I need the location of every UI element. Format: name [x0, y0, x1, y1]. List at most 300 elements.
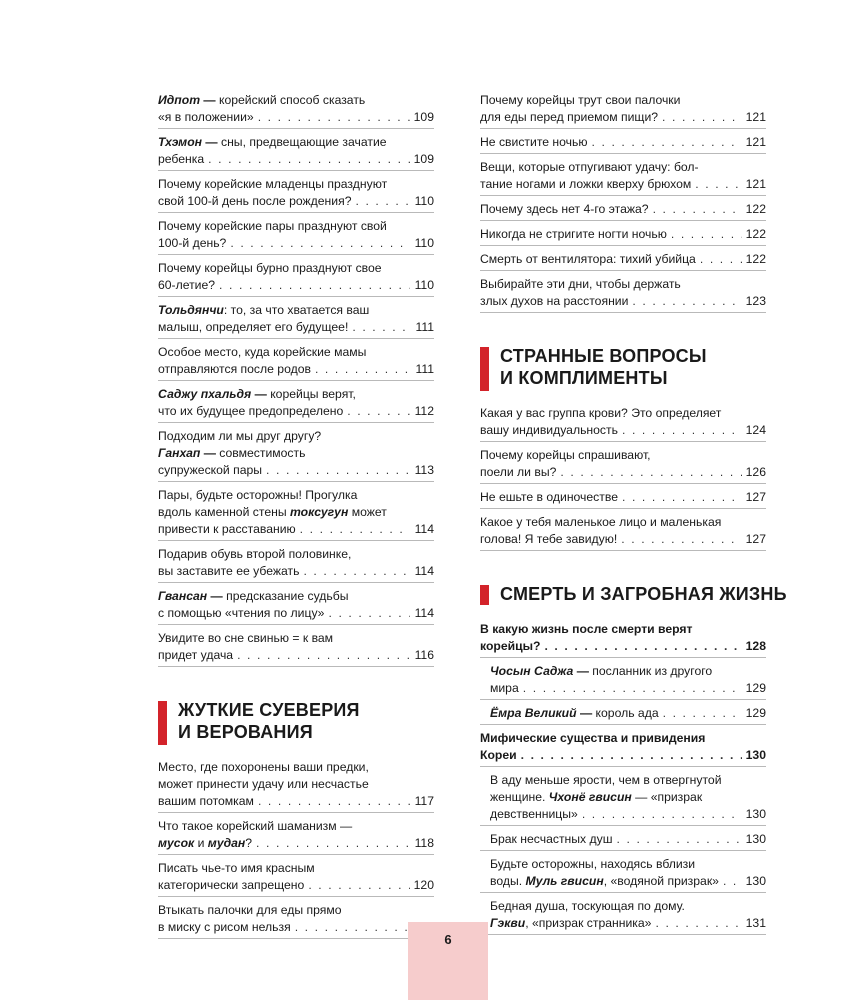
toc-entry-line	[158, 445, 434, 462]
toc-entry-line	[490, 873, 766, 890]
dot-leader	[632, 293, 741, 310]
toc-entry-text	[158, 135, 387, 149]
toc-entry-line	[490, 663, 766, 680]
toc-entry-text	[480, 201, 649, 218]
toc-entry-line	[490, 772, 766, 789]
page-ref: 113	[414, 463, 434, 477]
text-segment: Увидите во сне свинью = к вам	[158, 631, 334, 645]
page-ref: 123	[745, 294, 766, 308]
toc-entry-text	[158, 605, 324, 622]
toc-entry-text	[158, 177, 387, 191]
toc-entry[interactable]	[480, 621, 766, 658]
toc-entry-line	[158, 344, 434, 361]
toc-entry-line	[158, 487, 434, 504]
dot-leader	[523, 680, 742, 697]
toc-entry[interactable]	[158, 428, 434, 482]
toc-entry[interactable]	[158, 630, 434, 667]
toc-entry[interactable]	[480, 772, 766, 826]
toc-entry-text	[158, 345, 366, 359]
page-ref: 122	[745, 202, 766, 216]
toc-entry-text	[480, 93, 680, 107]
dot-leader	[671, 226, 742, 243]
toc-entry-line	[490, 789, 766, 806]
toc-entry[interactable]	[158, 134, 434, 171]
toc-entry-text	[158, 319, 348, 336]
page-ref: 129	[745, 681, 766, 695]
page-ref: 114	[414, 606, 434, 620]
toc-entry-line	[480, 159, 766, 176]
term: Муль гвисин	[525, 874, 604, 888]
page-ref: 130	[745, 874, 766, 888]
dot-leader	[328, 605, 410, 622]
toc-entry-text	[490, 873, 719, 890]
toc-entry-line	[480, 276, 766, 293]
text-segment: Подходим ли мы друг другу?	[158, 429, 322, 443]
section-marker	[480, 585, 489, 605]
toc-entry-line	[158, 521, 434, 538]
toc-entry[interactable]	[158, 176, 434, 213]
toc-entry-text	[158, 521, 296, 538]
section-title-line: И КОМПЛИМЕНТЫ	[500, 368, 668, 388]
toc-entry[interactable]	[480, 831, 766, 851]
toc-entry-text	[158, 835, 252, 852]
dot-leader	[622, 422, 742, 439]
text-segment: Место, где похоронены ваши предки,	[158, 760, 369, 774]
toc-entry-line	[480, 293, 766, 310]
toc-entry-text	[480, 277, 681, 291]
text-segment: ребенка	[158, 152, 205, 166]
toc-entry[interactable]	[158, 759, 434, 813]
dot-leader	[621, 531, 741, 548]
section-title	[500, 583, 787, 605]
toc-entry[interactable]	[158, 487, 434, 541]
toc-entry-line	[158, 605, 434, 622]
toc-entry-line	[158, 647, 434, 664]
toc-entry-line	[480, 92, 766, 109]
dot-leader	[560, 464, 741, 481]
toc-entry-text	[490, 806, 578, 823]
toc-entry-text	[480, 251, 696, 268]
toc-entry-line	[490, 680, 766, 697]
toc-entry-line	[490, 806, 766, 823]
section-marker	[480, 347, 489, 391]
dot-leader	[295, 919, 410, 936]
toc-entry-text	[480, 226, 667, 243]
term: Гэкви	[490, 916, 526, 930]
toc-entry[interactable]	[480, 447, 766, 484]
dot-leader	[352, 319, 410, 336]
toc-entry-line	[158, 835, 434, 852]
text-segment: Не свистите ночью	[480, 135, 588, 149]
toc-entry-text	[158, 631, 333, 645]
toc-entry[interactable]	[158, 588, 434, 625]
toc-entry-text	[158, 647, 233, 664]
toc-entry-text	[158, 361, 311, 378]
toc-entry-text	[490, 664, 712, 678]
page-ref: 129	[745, 706, 766, 720]
page-ref: 114	[414, 522, 434, 536]
page-ref: 110	[414, 278, 434, 292]
page-ref: 109	[413, 152, 434, 166]
toc-entry-line	[158, 877, 434, 894]
text-segment: вашу индивидуальность	[480, 423, 618, 437]
toc-column-left	[158, 92, 434, 939]
page-ref: 110	[414, 236, 434, 250]
toc-entry-text	[480, 515, 721, 529]
page-ref: 121	[745, 110, 766, 124]
text-segment: Почему корейцы трут свои палочки	[480, 93, 681, 107]
term: Идпот	[158, 93, 201, 107]
term: мудан	[207, 836, 246, 850]
text-segment: Втыкать палочки для еды прямо	[158, 903, 342, 917]
toc-entry-line	[158, 319, 434, 336]
toc-entry-text	[158, 429, 321, 443]
text-segment: Что такое корейский шаманизм —	[158, 819, 353, 833]
toc-entry-line	[158, 428, 434, 445]
toc-entry-text	[158, 877, 304, 894]
toc-entry-text	[490, 705, 659, 722]
text-segment: Какая у вас группа крови? Это определяет	[480, 406, 722, 420]
toc-entry-line	[480, 251, 766, 268]
toc-entry-text	[158, 151, 204, 168]
dot-leader	[303, 563, 410, 580]
toc-entry-line	[158, 902, 434, 919]
toc-entry-text	[158, 547, 351, 561]
page-ref: 131	[745, 916, 766, 930]
toc-entry-text	[480, 531, 617, 548]
toc-entry-line	[490, 856, 766, 873]
toc-entry[interactable]	[158, 302, 434, 339]
text-segment: малыш, определяет его будущее!	[158, 320, 349, 334]
text-segment: 60-летие?	[158, 278, 216, 292]
page-ref: 130	[745, 832, 766, 846]
dot-leader	[617, 831, 742, 848]
text-segment: женщине.	[490, 790, 549, 804]
dot-leader	[521, 747, 742, 764]
dot-leader	[662, 109, 742, 126]
text-segment: —	[576, 706, 596, 720]
text-segment: может	[348, 505, 387, 519]
text-segment: король ада	[595, 706, 659, 720]
toc-entry-text	[158, 505, 387, 519]
toc-entry-text	[158, 819, 352, 833]
text-segment: Вещи, которые отпугивают удачу: бол-	[480, 160, 699, 174]
toc-entry-line	[158, 588, 434, 605]
text-segment: Бедная душа, тоскующая по дому.	[490, 899, 685, 913]
toc-entry[interactable]	[158, 344, 434, 381]
toc-entry-line	[480, 422, 766, 439]
toc-entry-line	[480, 730, 766, 747]
text-segment: —	[200, 446, 220, 460]
text-segment: мира	[490, 681, 519, 695]
page-ref: 111	[415, 362, 434, 376]
text-segment: категорически запрещено	[158, 878, 305, 892]
toc-entry-text	[480, 109, 658, 126]
dot-leader	[300, 521, 410, 538]
toc-entry[interactable]	[480, 514, 766, 551]
text-segment: —	[573, 664, 593, 678]
toc-entry-text	[490, 680, 519, 697]
dot-leader	[208, 151, 410, 168]
text-segment: В аду меньше ярости, чем в отвергнутой	[490, 773, 722, 787]
toc-entry-line	[158, 919, 434, 936]
toc-entry-line	[490, 705, 766, 722]
toc-entry-text	[158, 387, 356, 401]
dot-leader	[237, 647, 410, 664]
toc-entry[interactable]	[480, 226, 766, 246]
toc-entry-text	[490, 790, 702, 804]
dot-leader	[723, 873, 742, 890]
toc-entry-line	[480, 109, 766, 126]
page-number: 6	[444, 932, 452, 947]
page-ref: 127	[745, 490, 766, 504]
text-segment: Мифические существа и привидения	[480, 731, 706, 745]
page-ref: 121	[745, 177, 766, 191]
text-segment: может принести удачу или несчастье	[158, 777, 369, 791]
toc-entry-text	[480, 464, 556, 481]
toc-entry-line	[480, 514, 766, 531]
toc-entry[interactable]	[158, 386, 434, 423]
toc-entry-text	[158, 919, 291, 936]
toc-entry-line	[158, 193, 434, 210]
dot-leader	[266, 462, 410, 479]
text-segment: с помощью «чтения по лицу»	[158, 606, 325, 620]
toc-entry[interactable]	[480, 730, 766, 767]
text-segment: —	[207, 589, 227, 603]
toc-entry[interactable]	[480, 134, 766, 154]
term: токсугун	[289, 505, 349, 519]
toc-entry-line	[158, 462, 434, 479]
section-title	[500, 345, 766, 389]
dot-leader	[315, 361, 410, 378]
dot-leader	[663, 705, 742, 722]
toc-entry[interactable]	[480, 92, 766, 129]
toc-entry[interactable]	[480, 251, 766, 271]
toc-entry[interactable]	[480, 663, 766, 700]
toc-entry-line	[480, 176, 766, 193]
section-title-line: ЖУТКИЕ СУЕВЕРИЯ	[178, 700, 360, 720]
toc-entry-line	[490, 915, 766, 932]
text-segment: Выбирайте эти дни, чтобы держать	[480, 277, 681, 291]
toc-entry-line	[480, 747, 766, 764]
toc-entry-text	[480, 134, 588, 151]
section-title-line: СМЕРТЬ И ЗАГРОБНАЯ ЖИЗНЬ	[500, 584, 787, 604]
toc-entry-line	[158, 759, 434, 776]
text-segment: Почему корейские пары празднуют свой	[158, 219, 387, 233]
toc-entry-line	[480, 134, 766, 151]
toc-entry-line	[158, 546, 434, 563]
toc-entry-line	[158, 793, 434, 810]
term: Чхонё гвисин	[548, 790, 632, 804]
toc-entry[interactable]	[158, 546, 434, 583]
text-segment: Почему корейские младенцы празднуют	[158, 177, 388, 191]
toc-entry[interactable]	[480, 201, 766, 221]
toc-entry[interactable]	[480, 705, 766, 725]
page-ref: 114	[414, 564, 434, 578]
dot-leader	[653, 201, 742, 218]
term: Тхэмон	[158, 135, 203, 149]
toc-entry-text	[490, 899, 685, 913]
text-segment: Писать чье-то имя красным	[158, 861, 315, 875]
toc-entry[interactable]	[158, 92, 434, 129]
text-segment: Не ешьте в одиночестве	[480, 490, 618, 504]
toc-entry[interactable]	[480, 489, 766, 509]
text-segment: девственницы»	[490, 807, 578, 821]
text-segment: ?	[245, 836, 253, 850]
toc-entry[interactable]	[480, 856, 766, 893]
page-ref: 130	[745, 748, 766, 762]
text-segment: Какое у тебя маленькое лицо и маленькая	[480, 515, 722, 529]
toc-entry-line	[480, 226, 766, 243]
term: Ёмра Великий	[490, 706, 577, 720]
toc-entry[interactable]	[480, 898, 766, 935]
text-segment: : то, за что хватается ваш	[223, 303, 370, 317]
text-segment: совместимость	[219, 446, 306, 460]
toc-entry-text	[158, 793, 254, 810]
toc-entry-line	[158, 218, 434, 235]
page-ref: 117	[414, 794, 434, 808]
toc-entry-line	[480, 405, 766, 422]
term: Ганхап	[158, 446, 201, 460]
section-heading	[158, 699, 434, 743]
dot-leader	[230, 235, 410, 252]
text-segment: Особое место, куда корейские мамы	[158, 345, 367, 359]
toc-entry-line	[158, 277, 434, 294]
text-segment: 100-й день?	[158, 236, 227, 250]
toc-entry-line	[158, 176, 434, 193]
toc-entry-text	[158, 261, 382, 275]
toc-entry-line	[158, 151, 434, 168]
toc-entry[interactable]	[480, 405, 766, 442]
text-segment: голова! Я тебе завидую!	[480, 532, 618, 546]
toc-entry-line	[490, 898, 766, 915]
toc-entry-text	[158, 903, 341, 917]
text-segment: супружеской пары	[158, 463, 263, 477]
section-heading	[480, 345, 766, 389]
toc-entry-text	[480, 293, 628, 310]
page-ref: 127	[745, 532, 766, 546]
toc-entry-line	[490, 831, 766, 848]
term: Тольдянчи	[158, 303, 224, 317]
toc-entry[interactable]	[158, 860, 434, 897]
toc-entry-text	[480, 160, 699, 174]
toc-entry-line	[480, 201, 766, 218]
text-segment: Пары, будьте осторожны! Прогулка	[158, 488, 358, 502]
toc-entry-line	[158, 818, 434, 835]
toc-entry-text	[480, 622, 693, 636]
page-ref: 112	[414, 404, 434, 418]
text-segment: Почему здесь нет 4-го этажа?	[480, 202, 649, 216]
text-segment: тание ногами и ложки кверху брюхом	[480, 177, 692, 191]
toc-entry-text	[490, 773, 722, 787]
toc-entry-line	[480, 531, 766, 548]
toc-entry-line	[480, 621, 766, 638]
section-heading	[480, 583, 787, 605]
toc-entry-text	[158, 777, 369, 791]
toc-entry-text	[158, 589, 348, 603]
toc-entry-text	[158, 235, 226, 252]
page-ref: 130	[745, 807, 766, 821]
text-segment: Подарив обувь второй половинке,	[158, 547, 352, 561]
toc-entry-line	[480, 489, 766, 506]
text-segment: —	[202, 135, 221, 149]
dot-leader	[258, 109, 410, 126]
page-ref: 122	[745, 252, 766, 266]
toc-entry[interactable]	[158, 902, 434, 939]
toc-entry-text	[490, 831, 613, 848]
page-ref: 124	[745, 423, 766, 437]
term: Гвансан	[158, 589, 208, 603]
text-segment: в миску с рисом нельзя	[158, 920, 291, 934]
text-segment: —	[251, 387, 271, 401]
toc-entry-text	[158, 563, 299, 580]
text-segment: корейцы верят,	[270, 387, 356, 401]
text-segment: — «призрак	[631, 790, 703, 804]
text-segment: что их будущее предопределено	[158, 404, 344, 418]
toc-entry[interactable]	[480, 276, 766, 313]
toc-entry[interactable]	[158, 260, 434, 297]
text-segment: посланник из другого	[592, 664, 713, 678]
section-title	[178, 699, 434, 743]
toc-entry-text	[158, 488, 357, 502]
toc-entry-text	[158, 109, 254, 126]
toc-entry-text	[158, 462, 262, 479]
toc-entry-text	[158, 446, 305, 460]
toc-entry-text	[158, 303, 369, 317]
toc-entry[interactable]	[480, 159, 766, 196]
text-segment: вы заставите ее убежать	[158, 564, 300, 578]
toc-entry-line	[158, 109, 434, 126]
text-segment: корейский способ сказать	[219, 93, 366, 107]
dot-leader	[700, 251, 742, 268]
toc-entry-line	[158, 630, 434, 647]
text-segment: В какую жизнь после смерти верят	[480, 622, 693, 636]
dot-leader	[219, 277, 410, 294]
toc-entry-text	[480, 638, 540, 655]
dot-leader	[695, 176, 741, 193]
toc-entry-line	[158, 134, 434, 151]
text-segment: злых духов на расстоянии	[480, 294, 629, 308]
toc-column-right	[480, 92, 787, 935]
dot-leader	[355, 193, 410, 210]
section-title-line: И ВЕРОВАНИЯ	[178, 722, 313, 742]
text-segment: корейцы?	[480, 639, 541, 653]
toc-entry-text	[158, 277, 215, 294]
toc-entry[interactable]	[158, 218, 434, 255]
text-segment: придет удача	[158, 648, 234, 662]
text-segment: сны, предвещающие зачатие	[220, 135, 387, 149]
toc-entry-text	[158, 219, 387, 233]
text-segment: Брак несчастных душ	[490, 832, 613, 846]
page-ref: 120	[413, 878, 434, 892]
toc-entry-line	[158, 92, 434, 109]
toc-entry-text	[158, 193, 351, 210]
dot-leader	[544, 638, 741, 655]
toc-entry[interactable]	[158, 818, 434, 855]
toc-entry-text	[490, 915, 651, 932]
text-segment: поели ли вы?	[480, 465, 557, 479]
toc-entry-text	[158, 403, 343, 420]
text-segment: воды.	[490, 874, 526, 888]
page-ref: 126	[745, 465, 766, 479]
toc-entry-text	[480, 422, 618, 439]
text-segment: для еды перед приемом пищи?	[480, 110, 659, 124]
dot-leader	[347, 403, 410, 420]
text-segment: Никогда не стригите ногти ночью	[480, 227, 667, 241]
section-title-line: СТРАННЫЕ ВОПРОСЫ	[500, 346, 707, 366]
toc-entry-line	[158, 504, 434, 521]
toc-entry-line	[480, 447, 766, 464]
